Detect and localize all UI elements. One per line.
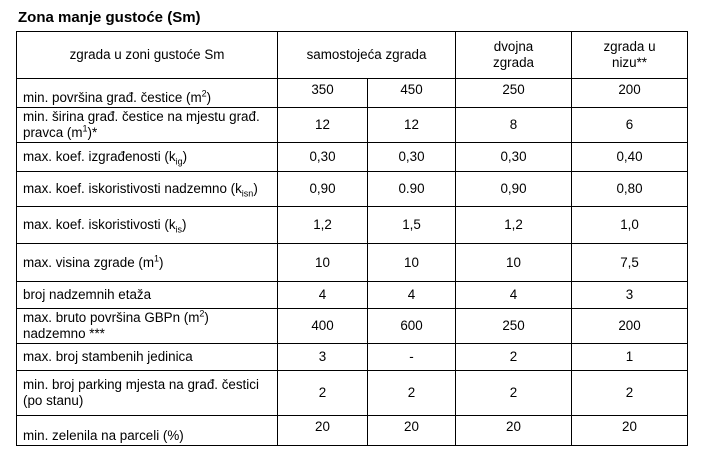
table-cell: 10 <box>278 244 368 282</box>
table-cell: 2 <box>456 371 572 416</box>
table-cell: 10 <box>456 244 572 282</box>
row-label-text-end: ) <box>182 149 188 164</box>
table-row <box>17 371 688 416</box>
table-cell: 2 <box>572 371 688 416</box>
table-row <box>17 79 688 108</box>
row-label: broj nadzemnih etaža <box>17 282 278 309</box>
header-semi-line-1: dvojna <box>493 39 534 54</box>
row-label-text-end: )* <box>87 125 98 140</box>
table-cell: 10 <box>368 244 456 282</box>
row-label-sub: ig <box>175 156 183 167</box>
row-label <box>17 244 278 282</box>
table-row <box>17 416 688 446</box>
table-cell: 0,30 <box>278 143 368 172</box>
table-cell: 0.90 <box>368 172 456 207</box>
row-label-text: max. koef. iskoristivosti nadzemno (k <box>23 181 242 196</box>
table-cell: 400 <box>278 309 368 344</box>
header-detached-cell: samostojeća zgrada <box>278 32 456 79</box>
row-label <box>17 108 278 143</box>
row-label-text-end: ) <box>182 217 187 232</box>
row-label-text: max. visina zgrade (m <box>23 254 154 270</box>
density-zone-table <box>16 31 688 446</box>
header-semi-line-2: zgrada <box>493 55 534 70</box>
row-label-sup: 1 <box>82 123 88 134</box>
table-cell: 350 <box>278 79 368 108</box>
header-row-house-cell <box>572 32 688 79</box>
table-cell: 1 <box>572 344 688 371</box>
table-cell: 0,90 <box>456 172 572 207</box>
table-cell: 1,5 <box>368 207 456 244</box>
table-cell: 250 <box>456 79 572 108</box>
table-cell: 0,80 <box>572 172 688 207</box>
table-cell: 12 <box>368 108 456 143</box>
row-label-sub: is <box>175 224 183 235</box>
table-cell: 3 <box>572 282 688 309</box>
row-label-text: min. površina građ. čestice (m <box>23 90 202 105</box>
table-row <box>17 172 688 207</box>
table-row <box>17 108 688 143</box>
table-cell: 600 <box>368 309 456 344</box>
row-label-sub: isn <box>241 188 254 199</box>
table-title: Zona manje gustoće (Sm) <box>18 9 201 26</box>
row-label <box>17 79 278 108</box>
table-cell: 4 <box>368 282 456 309</box>
row-label-text-end: ) <box>253 181 258 196</box>
row-label-text-end: ) nadzemno *** <box>23 310 209 341</box>
table-cell: 3 <box>278 344 368 371</box>
table-cell: 7,5 <box>572 244 688 282</box>
header-row-line-1: zgrada u <box>603 39 656 54</box>
table-cell: 1,2 <box>456 207 572 244</box>
table-cell: 12 <box>278 108 368 143</box>
row-label <box>17 207 278 244</box>
table-cell: 0,40 <box>572 143 688 172</box>
table-cell: 20 <box>572 416 688 446</box>
table-cell: 1,2 <box>278 207 368 244</box>
table-cell: 4 <box>278 282 368 309</box>
table-cell: 20 <box>456 416 572 446</box>
table-row <box>17 282 688 309</box>
table-row <box>17 244 688 282</box>
header-row-line-2: nizu** <box>612 55 647 70</box>
table-cell: 8 <box>456 108 572 143</box>
table-cell: 2 <box>278 371 368 416</box>
table-cell: 1,0 <box>572 207 688 244</box>
table-row <box>17 207 688 244</box>
table-cell: 6 <box>572 108 688 143</box>
table-cell: 0,30 <box>456 143 572 172</box>
table-cell: 450 <box>368 79 456 108</box>
row-label-sup: 1 <box>153 253 159 264</box>
row-label <box>17 172 278 207</box>
row-label-sup: 2 <box>199 308 205 319</box>
table-cell: 250 <box>456 309 572 344</box>
table-row <box>17 344 688 371</box>
table-row <box>17 309 688 344</box>
row-label: min. broj parking mjesta na građ. čestici (po stanu) <box>17 371 278 416</box>
row-label-text: max. koef. iskoristivosti (k <box>23 217 176 232</box>
table-cell: 4 <box>456 282 572 309</box>
row-label-text: max. koef. izgrađenosti (k <box>23 149 176 164</box>
header-label-cell: zgrada u zoni gustoće Sm <box>17 32 278 79</box>
row-label-text: min. širina građ. čestice na mjestu građ. pravca (m <box>23 109 260 140</box>
header-semi-detached-cell <box>456 32 572 79</box>
row-label-text-end: ) <box>206 90 212 105</box>
row-label <box>17 143 278 172</box>
table-cell: 20 <box>278 416 368 446</box>
table-cell: 200 <box>572 309 688 344</box>
table-cell: 2 <box>368 371 456 416</box>
table-cell: 2 <box>456 344 572 371</box>
row-label-text: max. bruto površina GBPn (m <box>23 310 200 325</box>
table-cell: 200 <box>572 79 688 108</box>
table-cell: - <box>368 344 456 371</box>
row-label: max. broj stambenih jedinica <box>17 344 278 371</box>
row-label-sup: 2 <box>201 88 207 99</box>
table-cell: 0,90 <box>278 172 368 207</box>
table-row <box>17 143 688 172</box>
row-label: min. zelenila na parceli (%) <box>17 416 278 446</box>
row-label <box>17 309 278 344</box>
row-label-text-end: ) <box>159 254 164 270</box>
header-row <box>17 32 688 79</box>
table-cell: 0,30 <box>368 143 456 172</box>
table-cell: 20 <box>368 416 456 446</box>
